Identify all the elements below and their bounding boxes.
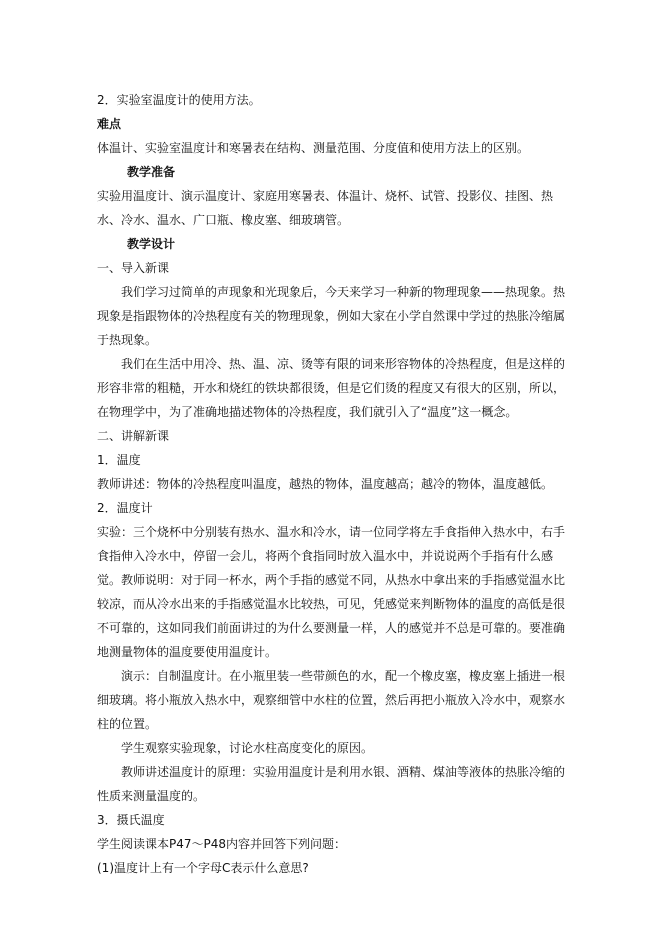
document-line: 学生观察实验现象，讨论水柱高度变化的原因。 — [121, 741, 374, 755]
document-paragraph: 我们在生活中用冷、热、温、凉、烫等有限的词来形容物体的冷热程度，但是这样的形容非常的粗糙，开水和烧红的铁块都很烫，但是它们烫的程度又有很大的区别，所以，在物理学中，为了准确地描述物体的冷热程度，我们就引入了“温度”这一概念。 — [97, 357, 566, 419]
section-heading: 难点 — [97, 117, 122, 131]
section-heading: 教学准备 — [127, 165, 176, 179]
question-line: (1)温度计上有一个字母C表示什么意思? — [97, 861, 309, 875]
document-paragraph: 实验：三个烧杯中分别装有热水、温水和冷水，请一位同学将左手食指伸入热水中，右手食指伸入冷水中，停留一会儿，将两个食指同时放入温水中，并说说两个手指有什么感觉。 — [97, 525, 566, 587]
document-line: 2．实验室温度计的使用方法。 — [97, 93, 261, 107]
document-line: 2．温度计 — [97, 501, 153, 515]
section-heading: 二、讲解新课 — [97, 429, 170, 443]
document-paragraph: 教师讲述温度计的原理：实验用温度计是利用水银、酒精、煤油等液体的热胀冷缩的性质来测量温度的。 — [97, 765, 566, 803]
document-line: 1．温度 — [97, 453, 141, 467]
document-paragraph: 实验用温度计、演示温度计、家庭用寒暑表、体温计、烧杯、试管、投影仪、挂图、热水、冷水、温水、广口瓶、橡皮塞、细玻璃管。 — [97, 189, 554, 227]
section-heading: 一、导入新课 — [97, 261, 170, 275]
document-paragraph: 我们学习过简单的声现象和光现象后，今天来学习一种新的物理现象——热现象。热现象是指跟物体的冷热程度有关的物理现象，例如大家在小学自然课中学过的热胀冷缩属于热现象。 — [97, 285, 566, 347]
document-line: 体温计、实验室温度计和寒暑表在结构、测量范围、分度值和使用方法上的区别。 — [97, 141, 530, 155]
document-line: 教师讲述：物体的冷热程度叫温度，越热的物体，温度越高；越冷的物体，温度越低。 — [97, 477, 554, 491]
document-paragraph: 演示：自制温度计。在小瓶里装一些带颜色的水，配一个橡皮塞，橡皮塞上插进一根细玻璃。将小瓶放入热水中，观察细管中水柱的位置，然后再把小瓶放入冷水中，观察水柱的位置。 — [97, 669, 566, 731]
section-heading: 3．摄氏温度 — [97, 813, 165, 827]
document-paragraph: 教师说明：对于同一杯水，两个手指的感觉不同，从热水中拿出来的手指感觉温水比较凉，而从冷水出来的手指感觉温水比较热，可见，凭感觉来判断物体的温度的高低是很不可靠的，这如同我们前面讲过的为什么要测量一样，人的感觉并不总是可靠的。要准确地测量物体的温度要使用温度计。 — [97, 573, 566, 659]
document-line: 学生阅读课本P47～P48内容并回答下列问题： — [97, 837, 347, 851]
section-heading: 教学设计 — [127, 237, 176, 251]
